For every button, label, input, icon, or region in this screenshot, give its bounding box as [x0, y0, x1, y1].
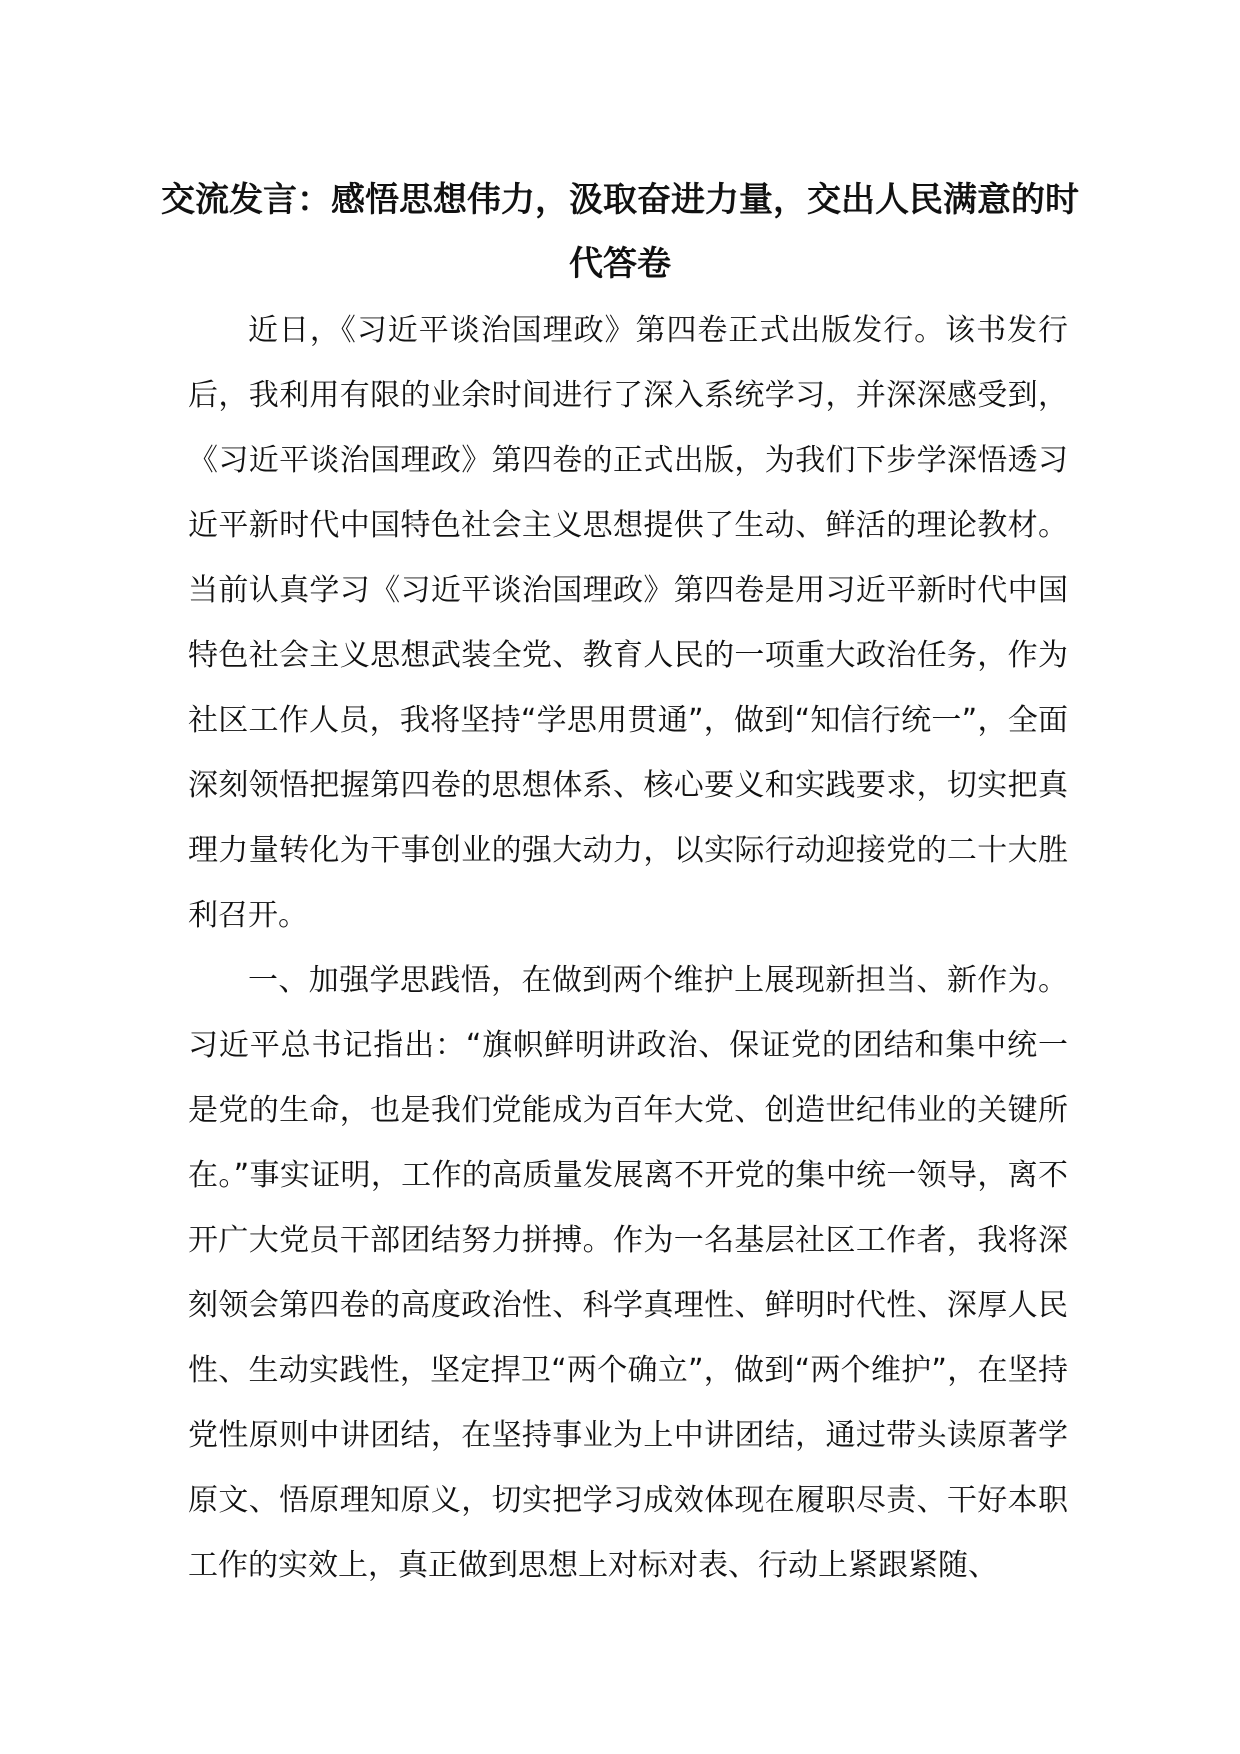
document-title: 交流发言：感悟思想伟力，汲取奋进力量，交出人民满意的时代答卷 [161, 180, 1079, 284]
document-body [188, 298, 1068, 1598]
paragraph-section-one: 一、加强学思践悟，在做到两个维护上展现新担当、新作为。习近平总书记指出：“旗帜鲜明讲政治、保证党的团结和集中统一是党的生命，也是我们党能成为百年大党、创造世纪伟业的关键所在。”事实证明，工作的高质量发展离不开党的集中统一领导，离不开广大党员干部团结努力拼搏。作为一名基层社区工作者，我将深刻领会第四卷的高度政治性、科学真理性、鲜明时代性、深厚人民性、生动实践性，坚定捍卫“两个确立”，做到“两个维护”，在坚持党性原则中讲团结，在坚持事业为上中讲团结，通过带头读原著学原文、悟原理知原义，切实把学习成效体现在履职尽责、干好本职工作的实效上，真正做到思想上对标对表、行动上紧跟紧随、 [188, 963, 1068, 1583]
paragraph-intro: 近日，《习近平谈治国理政》第四卷正式出版发行。该书发行后，我利用有限的业余时间进行了深入系统学习，并深深感受到，《习近平谈治国理政》第四卷的正式出版，为我们下步学深悟透习近平新时代中国特色社会主义思想提供了生动、鲜活的理论教材。当前认真学习《习近平谈治国理政》第四卷是用习近平新时代中国特色社会主义思想武装全党、教育人民的一项重大政治任务，作为社区工作人员，我将坚持“学思用贯通”，做到“知信行统一”，全面深刻领悟把握第四卷的思想体系、核心要义和实践要求，切实把真理力量转化为干事创业的强大动力，以实际行动迎接党的二十大胜利召开。 [188, 313, 1068, 933]
